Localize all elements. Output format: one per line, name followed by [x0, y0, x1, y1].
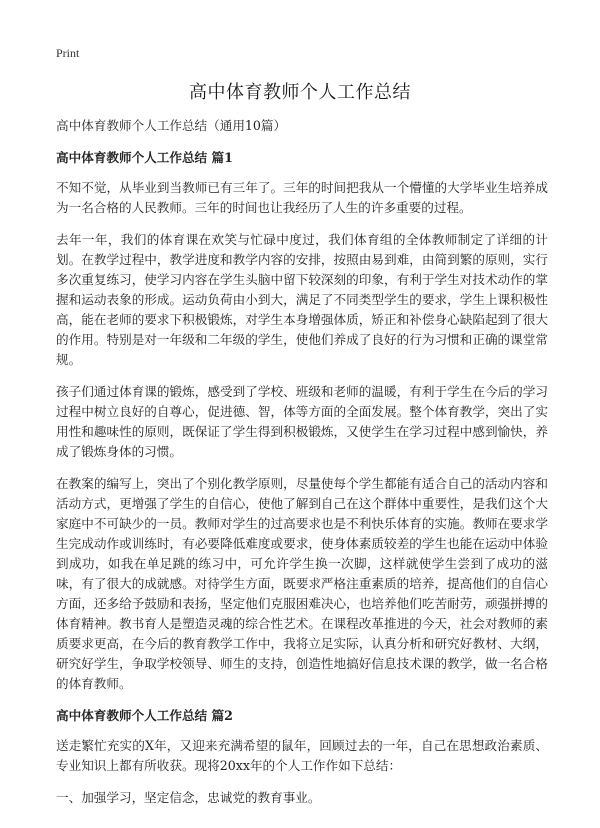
section-heading-2: 高中体育教师个人工作总结 篇2: [56, 708, 233, 723]
paragraph: 去年一年，我们的体育课在欢笑与忙碌中度过，我们体育组的全体教师制定了详细的计划。在教学过程中，教学进度和教学内容的安排，按照由易到难，由简到繁的原则，实行多次重复练习，使学习内容在学生头脑中留下较深刻的印象，有利于学生对技术动作的掌握和运动表象的形成。运动负荷由小到大，满足了不同类型学生的要求，学生上课积极性高，能在老师的要求下积极锻炼，对学生本身增强体质，矫正和补偿身心缺陷起到了很大的作用。特别是对一年级和二年级的学生，使他们养成了良好的行为习惯和正确的课堂常规。: [56, 232, 548, 367]
paragraph: 不知不觉，从毕业到当教师已有三年了。三年的时间把我从一个懵懂的大学毕业生培养成为一名合格的人民教师。三年的时间也让我经历了人生的许多重要的过程。: [56, 180, 548, 215]
paragraph: 孩子们通过体育课的锻炼，感受到了学校、班级和老师的温暖，有利于学生在今后的学习过程中树立良好的自尊心，促进德、智，体等方面的全面发展。整个体育教学，突出了实用性和趣味性的原则，既保证了学生得到积极锻炼，又使学生在学习过程中感到愉快，养成了锻炼身体的习惯。: [56, 384, 548, 459]
paragraph: 一、加强学习，坚定信念，忠诚党的教育事业。: [56, 790, 321, 805]
document-body: [56, 116, 548, 820]
print-link[interactable]: Print: [56, 46, 80, 60]
paragraph: 送走繁忙充实的X年，又迎来充满希望的鼠年，回顾过去的一年，自己在思想政治素质、专业知识上都有所收获。现将20xx年的个人工作作如下总结：: [56, 738, 548, 773]
document-subtitle: 高中体育教师个人工作总结（通用10篇）: [56, 118, 287, 133]
page-title: 高中体育教师个人工作总结: [189, 82, 411, 103]
paragraph: 在教案的编写上，突出了个别化教学原则，尽量使每个学生都能有适合自己的活动内容和活动方式，更增强了学生的自信心，使他了解到自己在这个群体中重要性，是我们这个大家庭中不可缺少的一员。教师对学生的过高要求也是不利快乐体育的实施。教师在要求学生完成动作或训练时，有必要降低难度或要求，使身体素质较差的学生也能在运动中体验到成功，如我在单足跳的练习中，可允许学生换一次脚，这样就使学生尝到了成功的滋味，有了很大的成就感。对待学生方面，既要求严格注重素质的培养，提高他们的自信心方面，还多给予鼓励和表扬，坚定他们克服困难决心，也培养他们吃苦耐劳，顽强拼搏的体育精神。教书育人是塑造灵魂的综合性艺术。在课程改革推进的今天，社会对教师的素质要求更高，在今后的教育教学工作中，我将立足实际，认真分析和研究好教材、大纲，研究好学生，争取学校领导、师生的支持，创造性地搞好信息技术课的教学，做一名合格的体育教师。: [56, 476, 548, 691]
section-heading-1: 高中体育教师个人工作总结 篇1: [56, 150, 233, 165]
